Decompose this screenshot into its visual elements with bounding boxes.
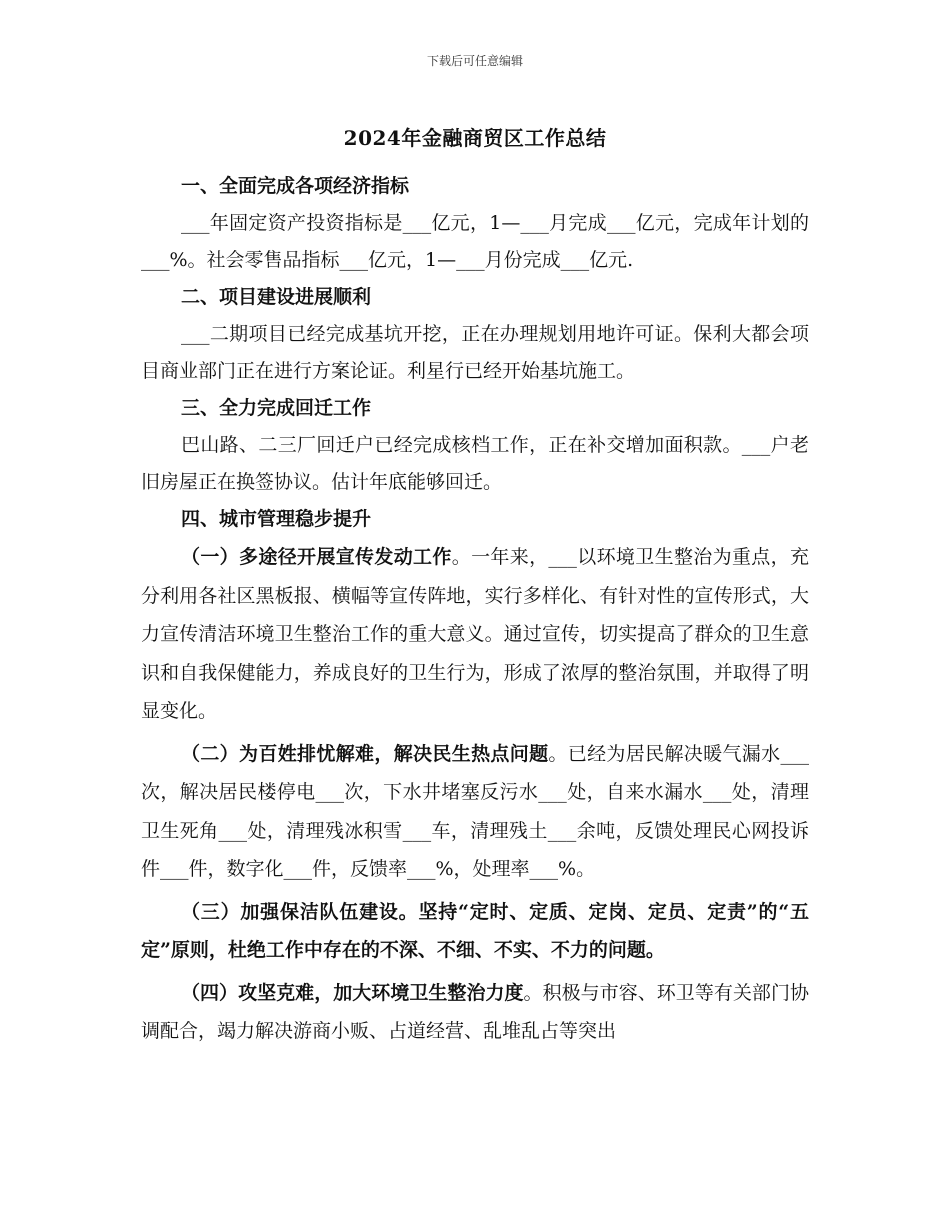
subsection-lead-2: （二）为百姓排忧解难，解决民生热点问题 bbox=[181, 742, 549, 765]
subsection-lead-3: （三）加强保洁队伍建设。坚持“定时、定质、定岗、定员、定责”的“五定”原则，杜绝工作中存在的不深、不细、不实、不力的问题。 bbox=[141, 900, 809, 961]
subsection-text-2: 。已经为居民解决暖气漏水___次，解决居民楼停电___次，下水井堵塞反污水___处，自来水漏水___处，清理卫生死角___处，清理残冰积雪___车，清理残土___余吨，反馈处理民心网投诉件___件，数字化___件，反馈率___%，处理率___%。 bbox=[141, 742, 809, 880]
subsection-paragraph-3 bbox=[141, 893, 809, 970]
subsection-paragraph-2 bbox=[141, 735, 809, 889]
document-title: 2024年金融商贸区工作总结 bbox=[343, 126, 607, 150]
section-paragraph-2: ___二期项目已经完成基坑开挖，正在办理规划用地许可证。保利大都会项目商业部门正在进行方案论证。利星行已经开始基坑施工。 bbox=[141, 323, 809, 382]
document-body bbox=[141, 168, 809, 1051]
section-heading-4: 四、城市管理稳步提升 bbox=[181, 508, 372, 530]
section-paragraph-1: ___年固定资产投资指标是___亿元，1—___月完成___亿元，完成年计划的___%。社会零售品指标___亿元，1—___月份完成___亿元. bbox=[141, 212, 809, 271]
section-heading-1: 一、全面完成各项经济指标 bbox=[181, 175, 410, 197]
subsection-paragraph-4 bbox=[141, 974, 809, 1051]
subsection-paragraph-1 bbox=[141, 538, 809, 731]
section-heading-3: 三、全力完成回迁工作 bbox=[181, 397, 372, 419]
header-note: 下载后可任意编辑 bbox=[426, 54, 523, 68]
section-heading-2: 二、项目建设进展顺利 bbox=[181, 286, 372, 308]
subsection-text-4: 。积极与市容、环卫等有关部门协调配合，竭力解决游商小贩、占道经营、乱堆乱占等突出 bbox=[141, 981, 809, 1042]
section-paragraph-3: 巴山路、二三厂回迁户已经完成核档工作，正在补交增加面积款。___户老旧房屋正在换签协议。估计年底能够回迁。 bbox=[141, 434, 809, 493]
subsection-lead-4: （四）攻坚克难，加大环境卫生整治力度 bbox=[181, 981, 524, 1004]
subsection-text-1: 。一年来，___以环境卫生整治为重点，充分利用各社区黑板报、横幅等宣传阵地，实行多样化、有针对性的宣传形式，大力宣传清洁环境卫生整治工作的重大意义。通过宣传，切实提高了群众的卫生意识和自我保健能力，养成良好的卫生行为，形成了浓厚的整治氛围，并取得了明显变化。 bbox=[141, 546, 809, 722]
subsection-lead-1: （一）多途径开展宣传发动工作 bbox=[181, 546, 452, 568]
